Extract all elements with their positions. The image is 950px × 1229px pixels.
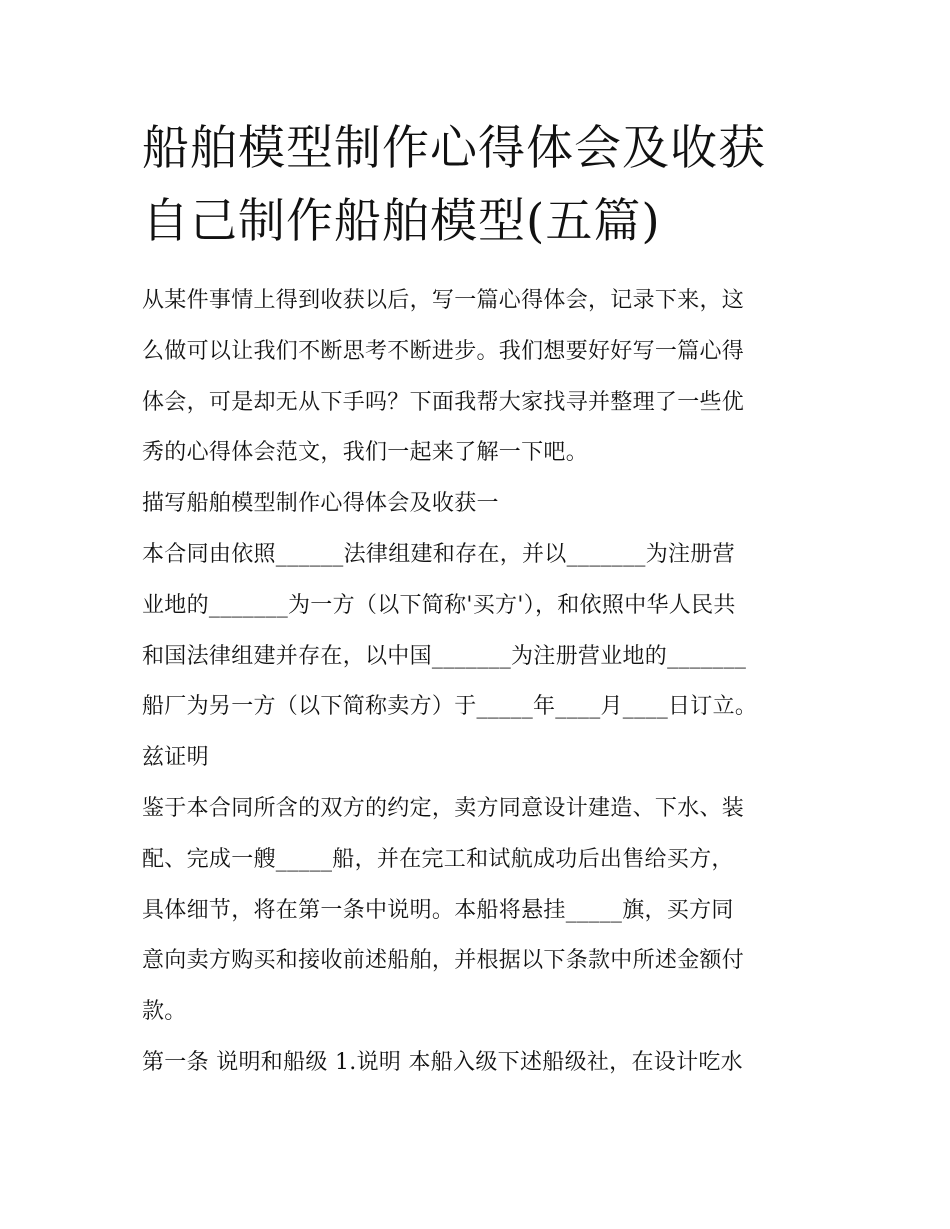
section-heading: 描写船舶模型制作心得体会及收获一: [142, 491, 499, 517]
recital-line: 具体细节，将在第一条中说明。本船将悬挂_____旗，买方同: [142, 897, 734, 923]
intro-line: 秀的心得体会范文，我们一起来了解一下吧。: [142, 440, 589, 466]
contract-line: 本合同由依照______法律组建和存在，并以_______为注册营: [142, 541, 735, 567]
recital-line: 款。: [142, 999, 187, 1025]
intro-line: 从某件事情上得到收获以后，写一篇心得体会，记录下来，这: [142, 288, 745, 313]
title-line: 自己制作船舶模型(五篇): [142, 194, 661, 249]
contract-line: 和国法律组建并存在，以中国_______为注册营业地的_______: [142, 643, 747, 669]
contract-line: 业地的_______为一方（以下简称'买方'），和依照中华人民共: [142, 592, 736, 618]
intro-line: 么做可以让我们不断思考不断进步。我们想要好好写一篇心得: [142, 338, 745, 364]
document-title: [142, 112, 822, 258]
title-line: 船舶模型制作心得体会及收获: [142, 121, 766, 176]
document-body: [142, 276, 832, 1089]
recital-line: 意向卖方购买和接收前述船舶，并根据以下条款中所述金额付: [142, 948, 745, 974]
recital-line: 配、完成一艘_____船，并在完工和试航成功后出售给买方，: [142, 846, 734, 872]
recital-line: 鉴于本合同所含的双方的约定，卖方同意设计建造、下水、装: [142, 795, 745, 821]
article-line: 第一条 说明和船级 1.说明 本船入级下述船级社，在设计吃水: [142, 1049, 743, 1075]
intro-line: 体会，可是却无从下手吗？下面我帮大家找寻并整理了一些优: [142, 389, 745, 415]
witness-line: 兹证明: [142, 745, 209, 771]
contract-line: 船厂为另一方（以下简称卖方）于_____年____月____日订立。: [142, 694, 758, 720]
